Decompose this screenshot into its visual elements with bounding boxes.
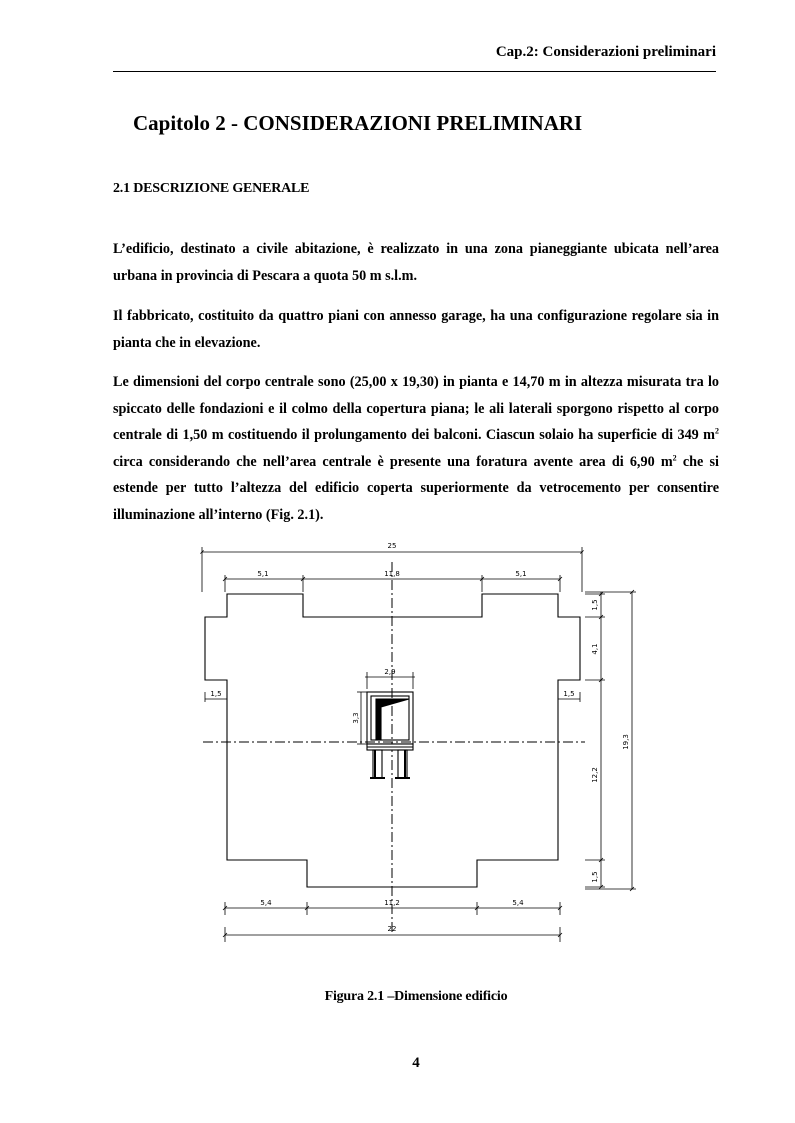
dim-top-total: 25 bbox=[387, 542, 397, 550]
building-plan-drawing bbox=[195, 537, 645, 947]
paragraph-3-part-b: circa considerando che nell’area centrale è presente una foratura avente area di 6,90 m bbox=[113, 453, 673, 470]
paragraph-1: L’edificio, destinato a civile abitazione, è realizzato in una zona pianeggiante ubicata nell’area urbana in provincia di Pescara a quota 50 m s.l.m. bbox=[113, 241, 719, 284]
paragraph-3 bbox=[113, 369, 719, 528]
dim-bottom-total: 22 bbox=[387, 925, 397, 933]
section-title: 2.1 DESCRIZIONE GENERALE bbox=[113, 181, 310, 196]
paragraph-3-part-c: che si estende per tutto l’altezza del edificio coperta superiormente da vetrocemento per consentire illuminazione all’interno (Fig. 2.1). bbox=[113, 453, 719, 523]
dim-top-left: 5,1 bbox=[257, 570, 269, 578]
dim-right-wing: 1,5 bbox=[563, 690, 575, 698]
dim-bottom-mid: 11,2 bbox=[384, 899, 400, 907]
dim-right-bottom: 1,5 bbox=[591, 871, 599, 883]
dim-left-wing: 1,5 bbox=[210, 690, 222, 698]
figure-caption: Figura 2.1 –Dimensione edificio bbox=[324, 989, 508, 1004]
dim-opening-width: 2,9 bbox=[384, 668, 396, 676]
dim-bottom-right: 5,4 bbox=[512, 899, 524, 907]
superscript-1: 2 bbox=[715, 426, 719, 436]
running-header: Cap.2: Considerazioni preliminari bbox=[495, 44, 716, 60]
dim-top-mid: 11,8 bbox=[384, 570, 400, 578]
header-rule bbox=[113, 71, 716, 72]
paragraph-3-part-a: Le dimensioni del corpo centrale sono (25,00 x 19,30) in pianta e 14,70 m in altezza misurata tra lo spiccato delle fondazioni e il colmo della copertura piana; le ali laterali sporgono rispetto al corpo centrale di 1,50 m costituendo il prolungamento dei balconi. Ciascun solaio ha superficie di 349 m bbox=[113, 374, 719, 443]
paragraph-2: Il fabbricato, costituito da quattro piani con annesso garage, ha una configurazione regolare sia in pianta che in elevazione. bbox=[113, 308, 719, 351]
superscript-2: 2 bbox=[672, 452, 677, 462]
dim-bottom-left: 5,4 bbox=[260, 899, 272, 907]
dim-right-upper: 4,1 bbox=[591, 643, 599, 655]
dim-opening-height: 3,3 bbox=[352, 712, 360, 724]
building-plan-figure bbox=[195, 537, 645, 952]
chapter-title: Capitolo 2 - CONSIDERAZIONI PRELIMINARI bbox=[133, 111, 583, 135]
dim-right-middle: 12,2 bbox=[591, 767, 599, 783]
dim-right-top: 1,5 bbox=[591, 599, 599, 611]
dim-top-right: 5,1 bbox=[515, 570, 527, 578]
dim-right-total: 19,3 bbox=[622, 734, 630, 750]
page-number: 4 bbox=[412, 1055, 420, 1071]
central-opening bbox=[367, 692, 413, 778]
